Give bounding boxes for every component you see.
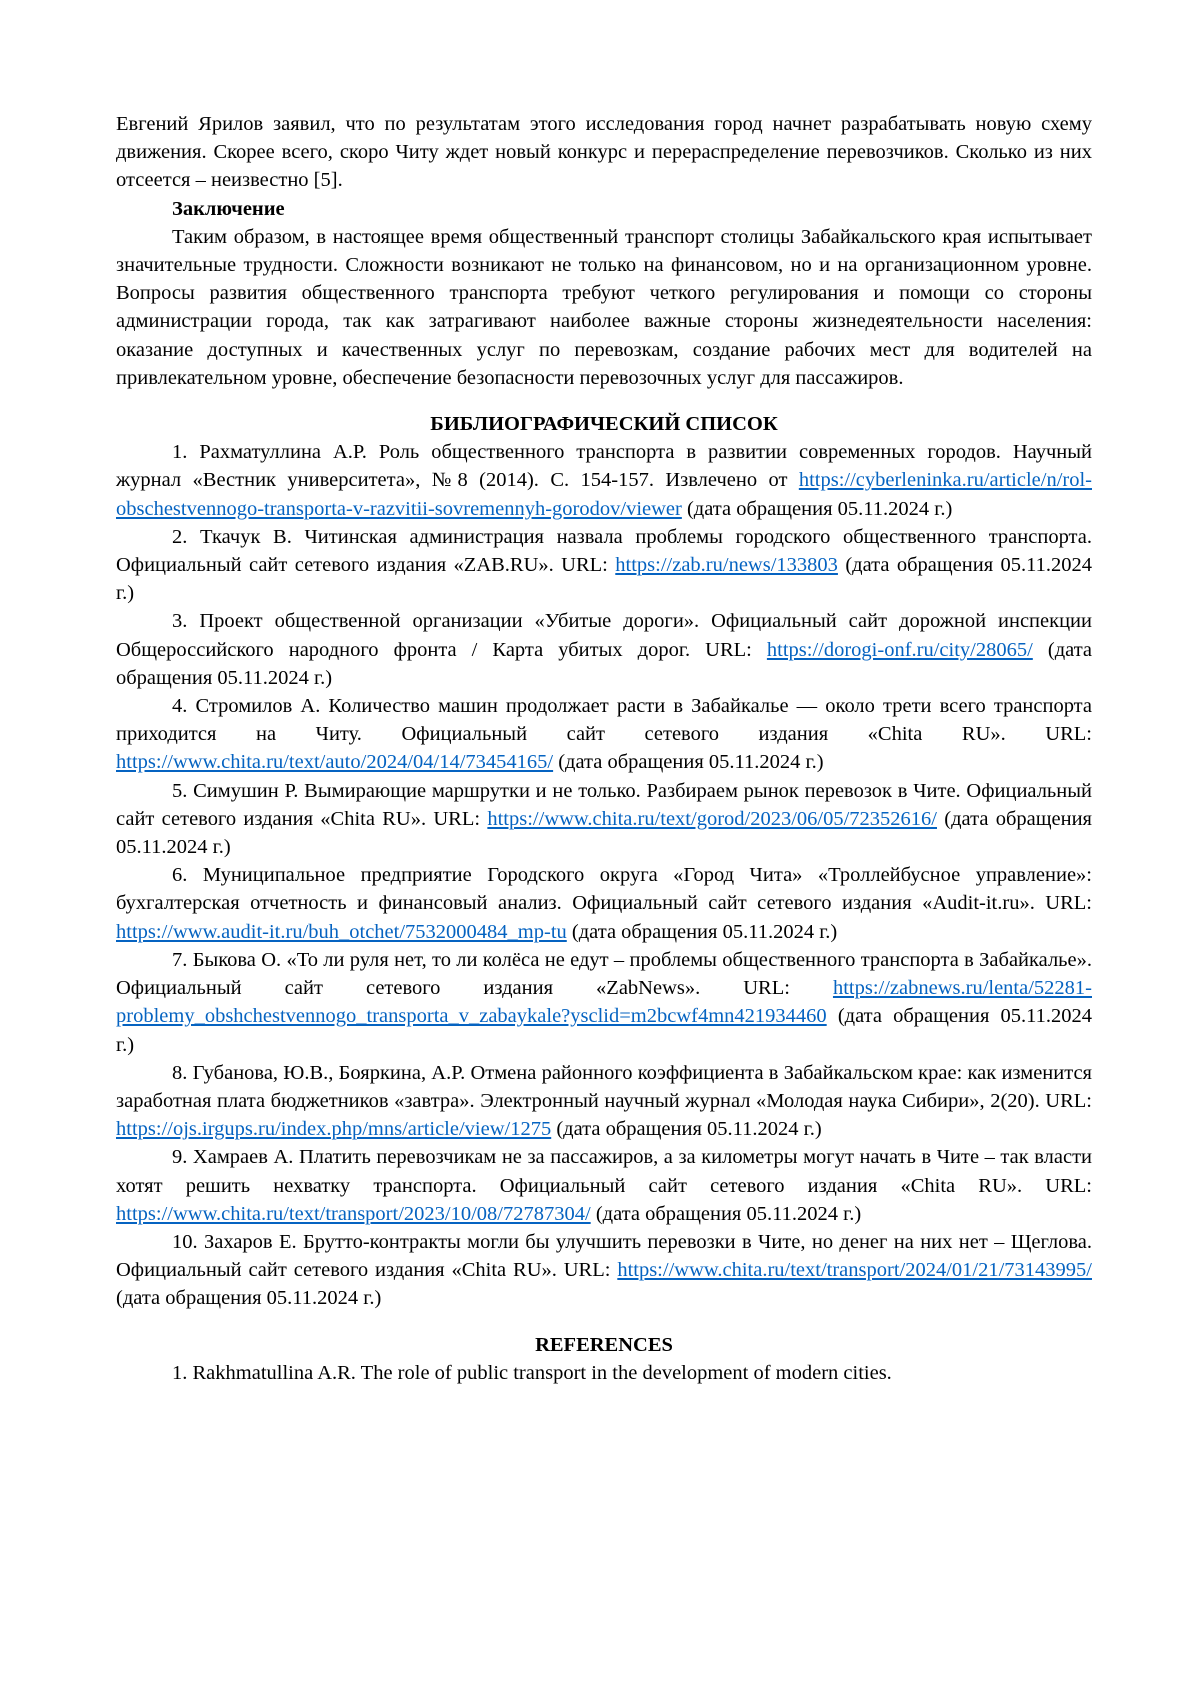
reference-link[interactable]: https://ojs.irgups.ru/index.php/mns/article/view/1275: [116, 1118, 552, 1141]
bibliography-item: 6. Муниципальное предприятие Городского округа «Город Чита» «Троллейбусное управление»: бухгалтерская отчетность и финансовый анализ. Официальный сайт сетевого издания «Audit-it.ru». URL: https://www.audit-it.ru/buh_otchet/7532000484_mp-tu (дата обращения 05.11.2024 г.): [116, 864, 1092, 943]
references-heading: REFERENCES: [535, 1333, 673, 1356]
section-gap: [116, 392, 1092, 410]
bibliography-item: 5. Симушин Р. Вымирающие маршрутки и не только. Разбираем рынок перевозок в Чите. Официальный сайт сетевого издания «Chita RU». URL: https://www.chita.ru/text/gorod/2023/06/05/72352616/ (дата обращения 05.11.2024 г.): [116, 779, 1092, 859]
bibliography-item: 4. Стромилов А. Количество машин продолжает расти в Забайкалье — около трети всего транспорта приходится на Читу. Официальный сайт сетевого издания «Chita RU». URL: https://www.chita.ru/text/auto/2024/04/14/73454165/ (дата обращения 05.11.2024 г.): [116, 695, 1092, 774]
bibliography-list: [116, 438, 1092, 1312]
reference-link[interactable]: https://www.chita.ru/text/transport/2024/01/21/73143995/: [617, 1259, 1092, 1282]
reference-link[interactable]: https://zab.ru/news/133803: [615, 554, 838, 577]
document-body: [116, 110, 1092, 1387]
reference-link[interactable]: https://www.chita.ru/text/gorod/2023/06/05/72352616/: [487, 807, 937, 830]
conclusion-paragraph: Таким образом, в настоящее время общественный транспорт столицы Забайкальского края испытывает значительные трудности. Сложности возникают не только на финансовом, но и на организационном уровне. Вопросы развития общественного транспорта требуют четкого регулирования и помощи со стороны администрации города, так как затрагивают наиболее важные стороны жизнедеятельности населения: оказание доступных и качественных услуг по перевозкам, создание рабочих мест для водителей на привлекательном уровне, обеспечение безопасности перевозочных услуг для пассажиров.: [116, 225, 1092, 389]
reference-link[interactable]: https://www.audit-it.ru/buh_otchet/7532000484_mp-tu: [116, 920, 567, 943]
bibliography-item: 3. Проект общественной организации «Убитые дороги». Официальный сайт дорожной инспекции Общероссийского народного фронта / Карта убитых дорог. URL: https://dorogi-onf.ru/city/28065/ (дата обращения 05.11.2024 г.): [116, 610, 1092, 689]
bibliography-item: 8. Губанова, Ю.В., Бояркина, А.Р. Отмена районного коэффициента в Забайкальском крае: как изменится заработная плата бюджетников «завтра». Электронный научный журнал «Молодая наука Сибири», 2(20). URL: https://ojs.irgups.ru/index.php/mns/article/view/1275 (дата обращения 05.11.2024 г.): [116, 1061, 1092, 1141]
reference-link[interactable]: https://www.chita.ru/text/transport/2023/10/08/72787304/: [116, 1202, 591, 1225]
bibliography-item: 9. Хамраев А. Платить перевозчикам не за пассажиров, а за километры могут начать в Чите – так власти хотят решить нехватку транспорта. Официальный сайт сетевого издания «Chita RU». URL: https://www.chita.ru/text/transport/2023/10/08/72787304/ (дата обращения 05.11.2024 г.): [116, 1146, 1092, 1225]
bibliography-item: 1. Рахматуллина А.Р. Роль общественного транспорта в развитии современных городов. Научный журнал «Вестник университета», №8 (2014). С. 154-157. Извлечено от https://cyberleninka.ru/article/n/rol-obschestvennogo-transporta-v-razvitii-sovremennyh-gorodov/viewer (дата обращения 05.11.2024 г.): [116, 441, 1092, 520]
bibliography-item: 10. Захаров Е. Брутто-контракты могли бы улучшить перевозки в Чите, но денег на них нет – Щеглова. Официальный сайт сетевого издания «Chita RU». URL: https://www.chita.ru/text/transport/2024/01/21/73143995/ (дата обращения 05.11.2024 г.): [116, 1230, 1092, 1310]
conclusion-heading: Заключение: [172, 197, 285, 220]
intro-paragraph: Евгений Ярилов заявил, что по результатам этого исследования город начнет разрабатывать новую схему движения. Скорее всего, скоро Читу ждет новый конкурс и перераспределение перевозчиков. Сколько из них отсеется – неизвестно [5].: [116, 113, 1092, 192]
reference-link[interactable]: https://www.chita.ru/text/auto/2024/04/14/73454165/: [116, 751, 554, 774]
section-gap: [116, 1313, 1092, 1331]
reference-link[interactable]: https://dorogi-onf.ru/city/28065/: [766, 638, 1033, 661]
reference-link[interactable]: https://zabnews.ru/lenta/52281-problemy_obshchestvennogo_transporta_v_zabaykale?ysclid=m2bcwf4mn421934460: [116, 977, 1092, 1028]
bibliography-heading: БИБЛИОГРАФИЧЕСКИЙ СПИСОК: [430, 413, 778, 436]
references-item: 1. Rakhmatullina A.R. The role of public transport in the development of modern cities.: [172, 1361, 892, 1384]
references-list: [116, 1359, 1092, 1387]
bibliography-item: 7. Быкова О. «То ли руля нет, то ли колёса не едут – проблемы общественного транспорта в Забайкалье». Официальный сайт сетевого издания «ZabNews». URL: https://zabnews.ru/lenta/52281-problemy_obshchestvennogo_transporta_v_zabaykale?ysclid=m2bcwf4mn421934460 (дата обращения 05.11.2024 г.): [116, 948, 1092, 1056]
bibliography-item: 2. Ткачук В. Читинская администрация назвала проблемы городского общественного транспорта. Официальный сайт сетевого издания «ZAB.RU». URL: https://zab.ru/news/133803 (дата обращения 05.11.2024 г.): [116, 525, 1093, 605]
reference-link[interactable]: https://cyberleninka.ru/article/n/rol-obschestvennogo-transporta-v-razvitii-sovremennyh-gorodov/viewer: [116, 469, 1092, 520]
